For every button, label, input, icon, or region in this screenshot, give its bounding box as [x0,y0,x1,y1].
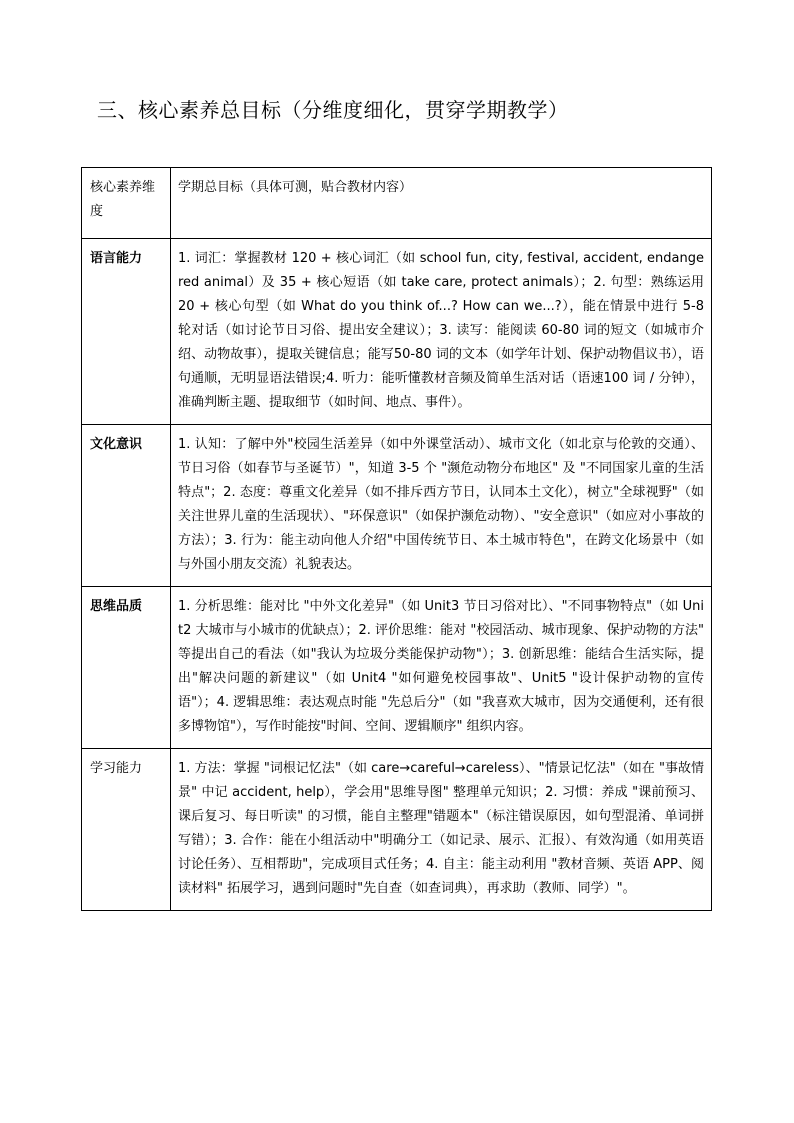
table-row [82,749,712,911]
dimension-cell-thinking: 思维品质 [82,587,171,749]
table-header-row [82,168,712,239]
table-row [82,425,712,587]
goal-cell-thinking: 1. 分析思维：能对比 "中外文化差异"（如 Unit3 节日习俗对比）、"不同事物特点"（如 Unit2 大城市与小城市的优缺点）；2. 评价思维：能对 "校园活动、城市现象、保护动物的方法" 等提出自己的看法（如"我认为垃圾分类能保护动物"）；3. 创新思维：能结合生活实际，提出"解决问题的新建议"（如 Unit4 "如何避免校园事故"、Unit5 "设计保护动物的宣传语"）；4. 逻辑思维：表达观点时能 "先总后分"（如 "我喜欢大城市，因为交通便利，还有很多博物馆"），写作时能按"时间、空间、逻辑顺序" 组织内容。 [171,587,712,749]
goal-cell-language: 1. 词汇：掌握教材 120 + 核心词汇（如 school fun, city, festival, accident, endangered animal）及 35 + 核心短语（如 take care, protect animals）；2. 句型：熟练运用 20 + 核心句型（如 What do you think of...? How can we...?），能在情景中进行 5-8 轮对话（如讨论节日习俗、提出安全建议）；3. 读写：能阅读 60-80 词的短文（如城市介绍、动物故事），提取关键信息；能写50-80 词的文本（如学年计划、保护动物倡议书），语句通顺，无明显语法错误;4. 听力：能听懂教材音频及简单生活对话（语速100 词 / 分钟），准确判断主题、提取细节（如时间、地点、事件）。 [171,239,712,425]
goal-cell-learning: 1. 方法：掌握 "词根记忆法"（如 care→careful→careless）、"情景记忆法"（如在 "事故情景" 中记 accident, help），学会用"思维导图" 整理单元知识；2. 习惯：养成 "课前预习、课后复习、每日听读" 的习惯，能自主整理"错题本"（标注错误原因，如句型混淆、单词拼写错）；3. 合作：能在小组活动中"明确分工（如记录、展示、汇报）、有效沟通（如用英语讨论任务）、互相帮助"，完成项目式任务；4. 自主：能主动利用 "教材音频、英语 APP、阅读材料" 拓展学习，遇到问题时"先自查（如查词典），再求助（教师、同学）"。 [171,749,712,911]
dimension-cell-culture: 文化意识 [82,425,171,587]
goal-cell-culture: 1. 认知：了解中外"校园生活差异（如中外课堂活动）、城市文化（如北京与伦敦的交通）、节日习俗（如春节与圣诞节）"，知道 3-5 个 "濒危动物分布地区" 及 "不同国家儿童的生活特点"；2. 态度：尊重文化差异（如不排斥西方节日，认同本土文化），树立"全球视野"（如关注世界儿童的生活现状）、"环保意识"（如保护濒危动物）、"安全意识"（如应对小事故的方法）；3. 行为：能主动向他人介绍"中国传统节日、本土城市特色"，在跨文化场景中（如与外国小朋友交流）礼貌表达。 [171,425,712,587]
core-literacy-goals-table [81,167,712,911]
header-goal-cell: 学期总目标（具体可测，贴合教材内容） [171,168,712,239]
page-title: 三、核心素养总目标（分维度细化，贯穿学期教学） [97,98,569,122]
dimension-cell-language: 语言能力 [82,239,171,425]
header-dimension-cell: 核心素养维度 [82,168,171,239]
dimension-cell-learning: 学习能力 [82,749,171,911]
table-row [82,239,712,425]
table-row [82,587,712,749]
